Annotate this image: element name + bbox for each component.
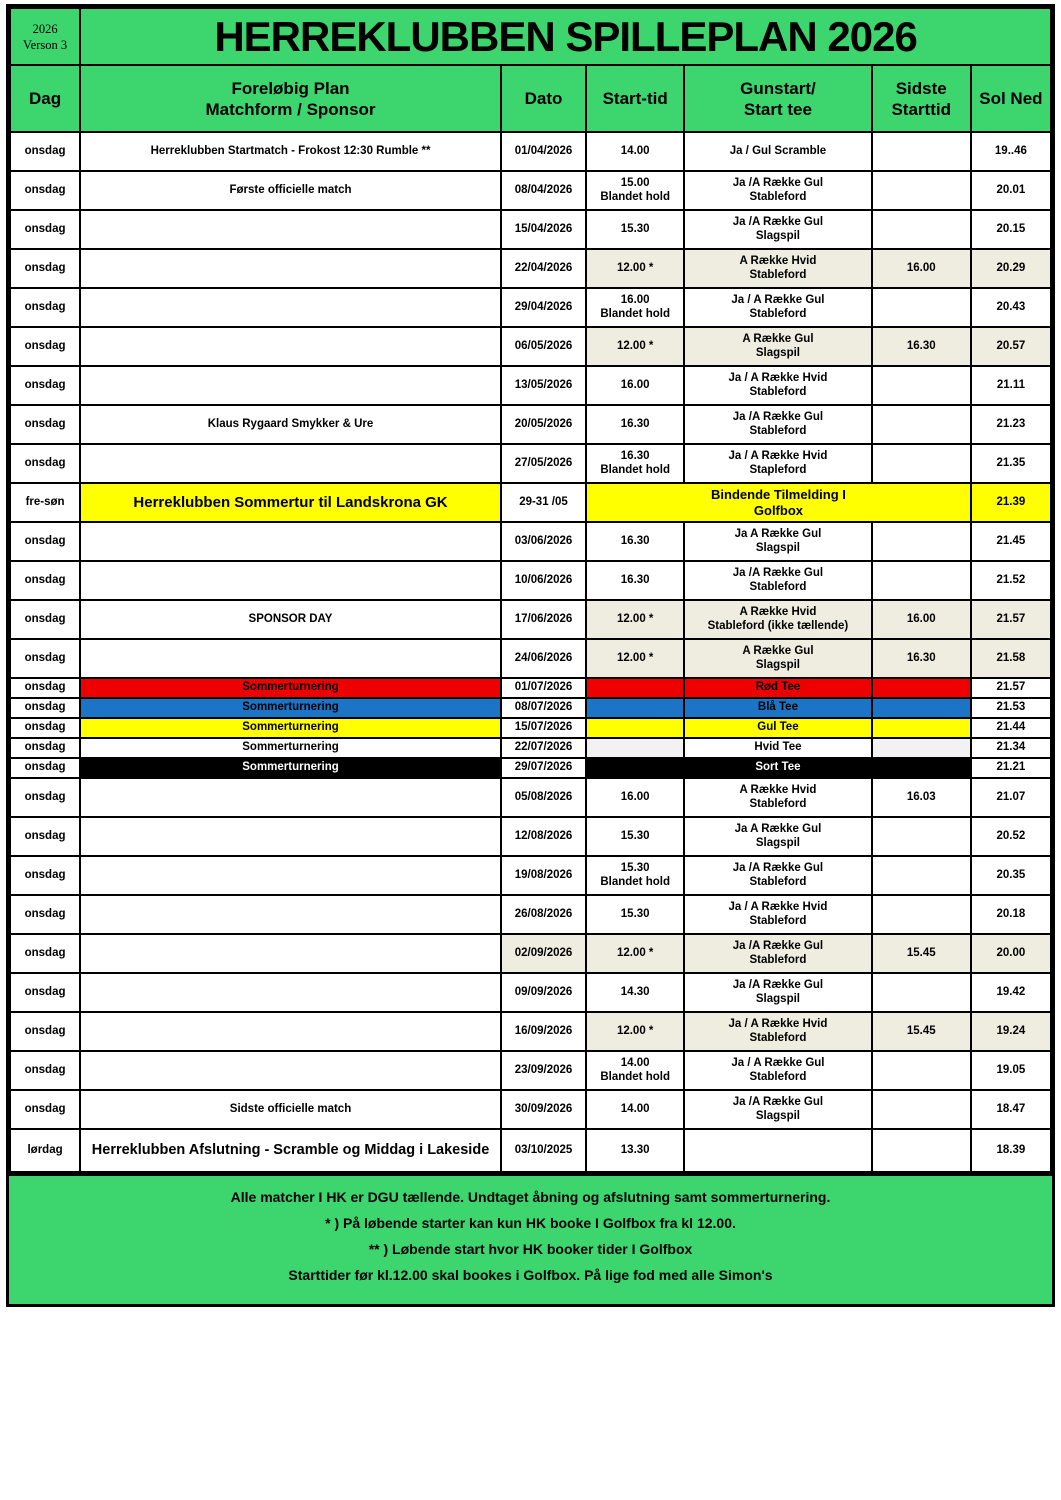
gunstart-cell: A Række Hvid Stableford xyxy=(684,249,871,288)
sunset-cell: 21.07 xyxy=(971,778,1051,817)
date-cell: 29/07/2026 xyxy=(501,758,586,778)
version-label: Verson 3 xyxy=(23,37,68,52)
starttime-cell: 13.30 xyxy=(586,1129,684,1172)
sunset-cell: 21.57 xyxy=(971,678,1051,698)
date-cell: 17/06/2026 xyxy=(501,600,586,639)
schedule-row xyxy=(10,561,1051,600)
schedule-row xyxy=(10,288,1051,327)
date-cell: 03/10/2025 xyxy=(501,1129,586,1172)
schedule-row xyxy=(10,132,1051,171)
plan-cell xyxy=(80,210,501,249)
plan-cell xyxy=(80,1051,501,1090)
gunstart-cell: Ja / A Række Gul Stableford xyxy=(684,1051,871,1090)
day-cell: onsdag xyxy=(10,444,80,483)
starttime-cell: 16.00 xyxy=(586,778,684,817)
gunstart-cell: Gul Tee xyxy=(684,718,871,738)
day-cell: onsdag xyxy=(10,1090,80,1129)
schedule-row xyxy=(10,483,1051,522)
date-cell: 10/06/2026 xyxy=(501,561,586,600)
schedule-row xyxy=(10,1012,1051,1051)
plan-cell: Sommerturnering xyxy=(80,718,501,738)
schedule-row xyxy=(10,856,1051,895)
date-cell: 05/08/2026 xyxy=(501,778,586,817)
day-cell: onsdag xyxy=(10,249,80,288)
plan-cell: Herreklubben Sommertur til Landskrona GK xyxy=(80,483,501,522)
schedule-row xyxy=(10,444,1051,483)
schedule-row xyxy=(10,738,1051,758)
sunset-cell: 20.00 xyxy=(971,934,1051,973)
footer-note-line: ** ) Løbende start hvor HK booker tider I Golfbox xyxy=(368,1241,693,1257)
starttime-cell: 16.00 xyxy=(586,366,684,405)
laststart-cell xyxy=(872,817,971,856)
starttime-cell: 15.30 xyxy=(586,817,684,856)
date-cell: 01/04/2026 xyxy=(501,132,586,171)
date-cell: 12/08/2026 xyxy=(501,817,586,856)
date-cell: 22/04/2026 xyxy=(501,249,586,288)
plan-cell xyxy=(80,522,501,561)
date-cell: 16/09/2026 xyxy=(501,1012,586,1051)
gunstart-cell: Ja / A Række Gul Stableford xyxy=(684,288,871,327)
laststart-cell xyxy=(872,561,971,600)
starttime-cell: 16.30 Blandet hold xyxy=(586,444,684,483)
date-cell: 15/04/2026 xyxy=(501,210,586,249)
sunset-cell: 21.44 xyxy=(971,718,1051,738)
day-cell: onsdag xyxy=(10,132,80,171)
page-title: HERREKLUBBEN SPILLEPLAN 2026 xyxy=(80,8,1051,65)
day-cell: onsdag xyxy=(10,817,80,856)
laststart-cell: 16.03 xyxy=(872,778,971,817)
schedule-row xyxy=(10,639,1051,678)
schedule-frame xyxy=(6,4,1055,1307)
laststart-cell: 15.45 xyxy=(872,934,971,973)
starttime-cell: 12.00 * xyxy=(586,639,684,678)
sunset-cell: 20.35 xyxy=(971,856,1051,895)
sunset-cell: 20.15 xyxy=(971,210,1051,249)
starttime-cell: 12.00 * xyxy=(586,600,684,639)
column-header-row xyxy=(10,65,1051,132)
date-cell: 02/09/2026 xyxy=(501,934,586,973)
footer-notes xyxy=(9,1173,1052,1304)
starttime-cell: 15.30 xyxy=(586,210,684,249)
laststart-cell xyxy=(872,288,971,327)
gunstart-cell: Blå Tee xyxy=(684,698,871,718)
schedule-table xyxy=(9,7,1052,1173)
gunstart-cell: Ja A Række Gul Slagspil xyxy=(684,522,871,561)
date-cell: 24/06/2026 xyxy=(501,639,586,678)
gunstart-cell: Rød Tee xyxy=(684,678,871,698)
laststart-cell xyxy=(872,1051,971,1090)
starttime-cell: 14.00 xyxy=(586,132,684,171)
starttime-cell: 15.30 Blandet hold xyxy=(586,856,684,895)
date-cell: 30/09/2026 xyxy=(501,1090,586,1129)
date-cell: 27/05/2026 xyxy=(501,444,586,483)
sunset-cell: 21.39 xyxy=(971,483,1051,522)
starttime-cell: 12.00 * xyxy=(586,249,684,288)
day-cell: onsdag xyxy=(10,698,80,718)
starttime-cell xyxy=(586,738,684,758)
plan-cell: Sommerturnering xyxy=(80,678,501,698)
sunset-cell: 20.57 xyxy=(971,327,1051,366)
date-cell: 23/09/2026 xyxy=(501,1051,586,1090)
day-cell: onsdag xyxy=(10,639,80,678)
plan-cell xyxy=(80,934,501,973)
sunset-cell: 20.43 xyxy=(971,288,1051,327)
gunstart-cell: A Række Hvid Stableford xyxy=(684,778,871,817)
gunstart-cell: Ja / Gul Scramble xyxy=(684,132,871,171)
laststart-cell: 15.45 xyxy=(872,1012,971,1051)
laststart-cell xyxy=(872,444,971,483)
sunset-cell: 21.53 xyxy=(971,698,1051,718)
schedule-row xyxy=(10,698,1051,718)
col-header-dato: Dato xyxy=(501,65,586,132)
schedule-row xyxy=(10,405,1051,444)
version-cell xyxy=(10,8,80,65)
starttime-cell xyxy=(586,718,684,738)
day-cell: onsdag xyxy=(10,678,80,698)
date-cell: 01/07/2026 xyxy=(501,678,586,698)
plan-cell xyxy=(80,639,501,678)
starttime-cell: 14.00 xyxy=(586,1090,684,1129)
gunstart-cell: Ja /A Række Gul Stableford xyxy=(684,405,871,444)
gunstart-cell: Hvid Tee xyxy=(684,738,871,758)
plan-cell xyxy=(80,327,501,366)
date-cell: 03/06/2026 xyxy=(501,522,586,561)
gunstart-cell: Ja / A Række Hvid Stableford xyxy=(684,895,871,934)
plan-cell xyxy=(80,561,501,600)
gunstart-cell: Ja /A Række Gul Stableford xyxy=(684,561,871,600)
plan-cell: Sidste officielle match xyxy=(80,1090,501,1129)
schedule-row xyxy=(10,249,1051,288)
gunstart-cell: Ja / A Række Hvid Stableford xyxy=(684,1012,871,1051)
date-cell: 09/09/2026 xyxy=(501,973,586,1012)
gunstart-cell: Ja /A Række Gul Stableford xyxy=(684,856,871,895)
laststart-cell: 16.00 xyxy=(872,249,971,288)
plan-cell xyxy=(80,856,501,895)
sunset-cell: 21.45 xyxy=(971,522,1051,561)
date-cell: 26/08/2026 xyxy=(501,895,586,934)
gunstart-cell: Ja /A Række Gul Slagspil xyxy=(684,210,871,249)
starttime-cell: 15.30 xyxy=(586,895,684,934)
gunstart-cell xyxy=(684,1129,871,1172)
gunstart-cell: A Række Gul Slagspil xyxy=(684,639,871,678)
starttime-cell: 14.00 Blandet hold xyxy=(586,1051,684,1090)
day-cell: onsdag xyxy=(10,210,80,249)
laststart-cell xyxy=(872,210,971,249)
starttime-cell: 15.00 Blandet hold xyxy=(586,171,684,210)
day-cell: onsdag xyxy=(10,895,80,934)
version-year: 2026 xyxy=(32,21,58,36)
day-cell: onsdag xyxy=(10,718,80,738)
laststart-cell xyxy=(872,973,971,1012)
starttime-cell xyxy=(586,698,684,718)
plan-cell: Sommerturnering xyxy=(80,758,501,778)
date-cell: 20/05/2026 xyxy=(501,405,586,444)
day-cell: onsdag xyxy=(10,366,80,405)
laststart-cell xyxy=(872,522,971,561)
col-header-start-tid: Start-tid xyxy=(586,65,684,132)
day-cell: fre-søn xyxy=(10,483,80,522)
plan-cell: Herreklubben Startmatch - Frokost 12:30 Rumble ** xyxy=(80,132,501,171)
gunstart-cell: Ja /A Række Gul Stableford xyxy=(684,171,871,210)
col-header-plan: Foreløbig Plan Matchform / Sponsor xyxy=(80,65,501,132)
day-cell: onsdag xyxy=(10,1012,80,1051)
date-cell: 13/05/2026 xyxy=(501,366,586,405)
sunset-cell: 20.01 xyxy=(971,171,1051,210)
schedule-row xyxy=(10,1129,1051,1172)
plan-cell: Sommerturnering xyxy=(80,698,501,718)
sunset-cell: 20.18 xyxy=(971,895,1051,934)
starttime-cell: 14.30 xyxy=(586,973,684,1012)
starttime-cell: 16.30 xyxy=(586,405,684,444)
footer-note-line: Starttider før kl.12.00 skal bookes i Golfbox. På lige fod med alle Simon's xyxy=(288,1267,773,1283)
laststart-cell xyxy=(872,1090,971,1129)
starttime-cell: 12.00 * xyxy=(586,1012,684,1051)
schedule-row xyxy=(10,1090,1051,1129)
gunstart-cell: A Række Gul Slagspil xyxy=(684,327,871,366)
laststart-cell xyxy=(872,1129,971,1172)
sunset-cell: 21.52 xyxy=(971,561,1051,600)
plan-cell: Første officielle match xyxy=(80,171,501,210)
col-header-sidste-starttid: Sidste Starttid xyxy=(872,65,971,132)
laststart-cell xyxy=(872,366,971,405)
sunset-cell: 19.42 xyxy=(971,973,1051,1012)
plan-cell xyxy=(80,288,501,327)
schedule-row xyxy=(10,895,1051,934)
day-cell: onsdag xyxy=(10,600,80,639)
plan-cell xyxy=(80,778,501,817)
gunstart-cell: Ja A Række Gul Slagspil xyxy=(684,817,871,856)
day-cell: onsdag xyxy=(10,327,80,366)
title-row xyxy=(10,8,1051,65)
schedule-row xyxy=(10,778,1051,817)
day-cell: onsdag xyxy=(10,522,80,561)
day-cell: onsdag xyxy=(10,738,80,758)
col-header-sol-ned: Sol Ned xyxy=(971,65,1051,132)
laststart-cell: 16.30 xyxy=(872,639,971,678)
sunset-cell: 21.57 xyxy=(971,600,1051,639)
laststart-cell xyxy=(872,698,971,718)
date-cell: 22/07/2026 xyxy=(501,738,586,758)
starttime-cell xyxy=(586,678,684,698)
footer-note-line: * ) På løbende starter kan kun HK booke I Golfbox fra kl 12.00. xyxy=(325,1215,736,1231)
gunstart-cell: Ja /A Række Gul Slagspil xyxy=(684,1090,871,1129)
date-cell: 19/08/2026 xyxy=(501,856,586,895)
sunset-cell: 21.58 xyxy=(971,639,1051,678)
col-header-gunstart: Gunstart/ Start tee xyxy=(684,65,871,132)
sunset-cell: 21.35 xyxy=(971,444,1051,483)
sunset-cell: 21.23 xyxy=(971,405,1051,444)
laststart-cell: 16.00 xyxy=(872,600,971,639)
laststart-cell: 16.30 xyxy=(872,327,971,366)
gunstart-cell: Ja /A Række Gul Stableford xyxy=(684,934,871,973)
day-cell: onsdag xyxy=(10,856,80,895)
date-cell: 08/04/2026 xyxy=(501,171,586,210)
date-cell: 15/07/2026 xyxy=(501,718,586,738)
starttime-cell: 16.30 xyxy=(586,561,684,600)
schedule-row xyxy=(10,171,1051,210)
plan-cell xyxy=(80,973,501,1012)
plan-cell: Herreklubben Afslutning - Scramble og Middag i Lakeside xyxy=(80,1129,501,1172)
schedule-row xyxy=(10,758,1051,778)
day-cell: onsdag xyxy=(10,405,80,444)
plan-cell: Sommerturnering xyxy=(80,738,501,758)
laststart-cell xyxy=(872,856,971,895)
day-cell: onsdag xyxy=(10,973,80,1012)
laststart-cell xyxy=(872,895,971,934)
plan-cell xyxy=(80,444,501,483)
plan-cell xyxy=(80,249,501,288)
sunset-cell: 19.05 xyxy=(971,1051,1051,1090)
schedule-row xyxy=(10,973,1051,1012)
schedule-row xyxy=(10,1051,1051,1090)
gunstart-cell: A Række Hvid Stableford (ikke tællende) xyxy=(684,600,871,639)
schedule-row xyxy=(10,934,1051,973)
schedule-row xyxy=(10,327,1051,366)
starttime-cell: 12.00 * xyxy=(586,327,684,366)
sunset-cell: 18.39 xyxy=(971,1129,1051,1172)
date-cell: 08/07/2026 xyxy=(501,698,586,718)
day-cell: onsdag xyxy=(10,778,80,817)
starttime-cell xyxy=(586,758,684,778)
schedule-row xyxy=(10,522,1051,561)
plan-cell: Klaus Rygaard Smykker & Ure xyxy=(80,405,501,444)
schedule-row xyxy=(10,718,1051,738)
laststart-cell xyxy=(872,738,971,758)
plan-cell xyxy=(80,1012,501,1051)
signup-note-cell: Bindende Tilmelding I Golfbox xyxy=(586,483,971,522)
date-cell: 29-31 /05 xyxy=(501,483,586,522)
day-cell: onsdag xyxy=(10,934,80,973)
sunset-cell: 21.21 xyxy=(971,758,1051,778)
laststart-cell xyxy=(872,718,971,738)
sunset-cell: 19.24 xyxy=(971,1012,1051,1051)
day-cell: onsdag xyxy=(10,1051,80,1090)
day-cell: onsdag xyxy=(10,171,80,210)
gunstart-cell: Sort Tee xyxy=(684,758,871,778)
starttime-cell: 12.00 * xyxy=(586,934,684,973)
sunset-cell: 20.52 xyxy=(971,817,1051,856)
day-cell: onsdag xyxy=(10,288,80,327)
plan-cell xyxy=(80,366,501,405)
laststart-cell xyxy=(872,678,971,698)
starttime-cell: 16.30 xyxy=(586,522,684,561)
sunset-cell: 18.47 xyxy=(971,1090,1051,1129)
gunstart-cell: Ja / A Række Hvid Stableford xyxy=(684,366,871,405)
plan-cell xyxy=(80,817,501,856)
gunstart-cell: Ja /A Række Gul Slagspil xyxy=(684,973,871,1012)
footer-note-line: Alle matcher I HK er DGU tællende. Undtaget åbning og afslutning samt sommerturnering. xyxy=(230,1189,831,1205)
laststart-cell xyxy=(872,132,971,171)
schedule-row xyxy=(10,600,1051,639)
col-header-dag: Dag xyxy=(10,65,80,132)
plan-cell xyxy=(80,895,501,934)
gunstart-cell: Ja / A Række Hvid Stapleford xyxy=(684,444,871,483)
laststart-cell xyxy=(872,405,971,444)
laststart-cell xyxy=(872,171,971,210)
schedule-row xyxy=(10,210,1051,249)
sunset-cell: 21.11 xyxy=(971,366,1051,405)
day-cell: onsdag xyxy=(10,758,80,778)
date-cell: 06/05/2026 xyxy=(501,327,586,366)
sunset-cell: 19..46 xyxy=(971,132,1051,171)
schedule-rows xyxy=(10,132,1051,1172)
plan-cell: SPONSOR DAY xyxy=(80,600,501,639)
schedule-row xyxy=(10,366,1051,405)
sunset-cell: 21.34 xyxy=(971,738,1051,758)
sunset-cell: 20.29 xyxy=(971,249,1051,288)
day-cell: lørdag xyxy=(10,1129,80,1172)
date-cell: 29/04/2026 xyxy=(501,288,586,327)
laststart-cell xyxy=(872,758,971,778)
day-cell: onsdag xyxy=(10,561,80,600)
starttime-cell: 16.00 Blandet hold xyxy=(586,288,684,327)
schedule-row xyxy=(10,678,1051,698)
schedule-row xyxy=(10,817,1051,856)
